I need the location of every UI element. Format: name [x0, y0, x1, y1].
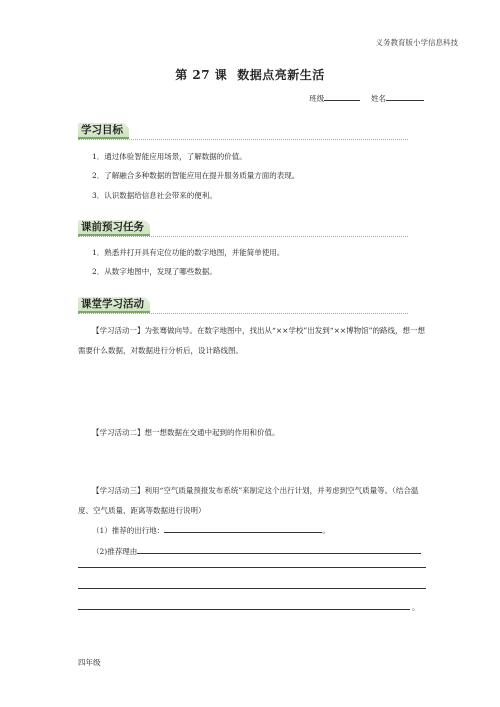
class-field[interactable]	[324, 92, 360, 101]
question-2	[92, 545, 421, 557]
name-label: 姓名	[371, 94, 386, 103]
class-label: 班级	[309, 94, 325, 103]
question-1	[92, 524, 330, 536]
question-1-answer-line[interactable]	[164, 524, 322, 533]
question-2-answer-line[interactable]	[137, 545, 421, 554]
lesson-number: 第 27 课	[175, 68, 228, 82]
student-info	[309, 92, 424, 104]
preview-item-1: 1．熟悉并打开具有定位功能的数字地图，并能简单使用。	[92, 248, 285, 257]
answer-line-4[interactable]	[78, 608, 410, 610]
section-preview-header	[78, 220, 408, 237]
answer-line-3[interactable]	[78, 587, 426, 589]
section-activities-title: 课堂学习活动	[78, 297, 150, 313]
lesson-name: 数据点亮新生活	[237, 68, 325, 82]
section-activities-header	[78, 297, 408, 314]
question-1-period: 。	[322, 526, 330, 535]
grade-footer: 四年级	[78, 658, 101, 667]
question-2-period: 。	[412, 603, 420, 612]
activity-2-text: 【学习活动二】想一想数据在交通中起到的作用和价值。	[92, 428, 280, 437]
section-goals-header	[78, 123, 408, 140]
name-field[interactable]	[386, 92, 424, 101]
question-1-label: （1）推荐的出行地：	[92, 526, 165, 535]
section-preview-title: 课前预习任务	[78, 220, 150, 236]
question-2-label: （2)推荐理由	[92, 547, 138, 556]
preview-item-2: 2．从数字地图中，发现了哪些数据。	[92, 267, 217, 276]
page-title	[0, 66, 500, 83]
goal-item-3: 3．认识数据给信息社会带来的便利。	[92, 191, 217, 200]
activity-1-text: 【学习活动一】为张骞做向导。在数字地图中，找出从“××学校”出发到“××博物馆”的路线，想一想需要什么数据，对数据进行分析后，设计路线图。	[78, 326, 425, 355]
goal-item-1: 1．通过体验智能应用场景，了解数据的价值。	[92, 152, 247, 161]
section-goals-title: 学习目标	[78, 123, 129, 139]
goal-item-2: 2．了解融合多种数据的智能应用在提升服务质量方面的表现。	[92, 171, 300, 180]
activity-3-text: 【学习活动三】利用“空气质量预报发布系统”来制定这个出行计划，并考虑到空气质量等。（结合温度、空气质量、距离等数据进行说明）	[78, 486, 419, 515]
publisher-header: 义务教育版小学信息科技	[375, 38, 458, 47]
answer-line-2[interactable]	[78, 566, 426, 568]
